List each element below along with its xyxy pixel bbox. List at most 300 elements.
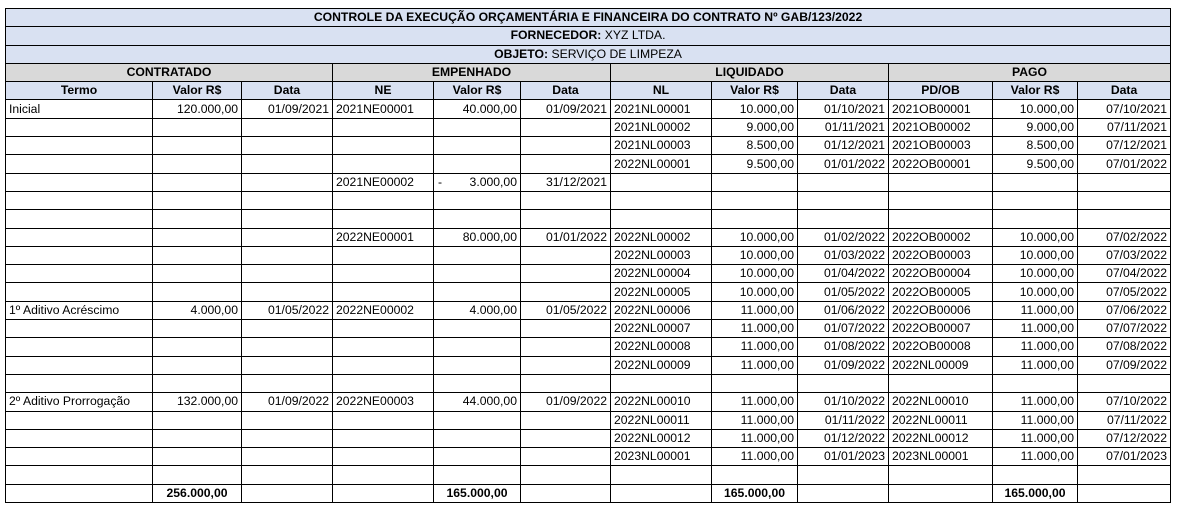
cell-pago-valor: 11.000,00	[993, 448, 1078, 466]
cell-ne	[333, 356, 434, 374]
cell-termo	[6, 228, 153, 246]
cell-contratado-data	[242, 265, 333, 283]
cell-empenhado-data	[521, 118, 611, 136]
cell-contratado-valor	[153, 283, 242, 301]
table-row	[6, 191, 1171, 209]
cell-empenhado-valor	[434, 466, 521, 484]
cell-termo	[6, 320, 153, 338]
cell-contratado-data	[242, 137, 333, 155]
cell-contratado-data	[242, 338, 333, 356]
cell-contratado-valor	[153, 173, 242, 191]
cell-liquidado-valor: 11.000,00	[712, 393, 798, 411]
cell-liquidado-data: 01/11/2022	[798, 411, 889, 429]
cell-nl: 2021NL00002	[611, 118, 712, 136]
cell-ne	[333, 338, 434, 356]
cell-empenhado-data	[521, 155, 611, 173]
cell-liquidado-data: 01/01/2022	[798, 155, 889, 173]
cell-pago-valor: 10.000,00	[993, 100, 1078, 118]
cell-ne	[333, 320, 434, 338]
cell-empenhado-valor	[434, 173, 521, 191]
cell-liquidado-valor	[712, 466, 798, 484]
cell-contratado-data	[242, 283, 333, 301]
cell-contratado-valor	[153, 118, 242, 136]
cell-liquidado-data: 01/07/2022	[798, 320, 889, 338]
cell-empenhado-data: 31/12/2021	[521, 173, 611, 191]
cell-empenhado-valor	[434, 118, 521, 136]
cell-pago-data: 07/02/2022	[1078, 228, 1171, 246]
cell-pago-valor	[993, 210, 1078, 228]
cell-empenhado-data	[521, 374, 611, 392]
cell-nl: 2022NL00002	[611, 228, 712, 246]
cell-termo	[6, 173, 153, 191]
cell-pago-data	[1078, 466, 1171, 484]
cell-contratado-valor	[153, 466, 242, 484]
table-row	[6, 283, 1171, 301]
cell-nl: 2023NL00001	[611, 448, 712, 466]
cell-contratado-valor	[153, 246, 242, 264]
cell-pago-data: 07/10/2022	[1078, 393, 1171, 411]
cell-pd-ob: 2022OB00005	[889, 283, 993, 301]
cell-contratado-valor: 120.000,00	[153, 100, 242, 118]
cell-liquidado-data: 01/05/2022	[798, 283, 889, 301]
cell-pago-data: 07/12/2022	[1078, 429, 1171, 447]
cell-empenhado-data	[521, 137, 611, 155]
total-contratado-data	[242, 484, 333, 502]
cell-pago-valor: 9.500,00	[993, 155, 1078, 173]
cell-ne	[333, 448, 434, 466]
cell-pd-ob: 2022OB00001	[889, 155, 993, 173]
cell-empenhado-valor	[434, 137, 521, 155]
cell-pago-data	[1078, 210, 1171, 228]
table-row	[6, 429, 1171, 447]
cell-empenhado-data: 01/09/2021	[521, 100, 611, 118]
table-row	[6, 320, 1171, 338]
column-header-contratado-valor: Valor R$	[153, 82, 242, 100]
cell-pd-ob: 2022OB00007	[889, 320, 993, 338]
cell-contratado-data	[242, 246, 333, 264]
cell-empenhado-data	[521, 283, 611, 301]
cell-nl: 2021NL00003	[611, 137, 712, 155]
cell-pago-data: 07/03/2022	[1078, 246, 1171, 264]
cell-pd-ob: 2022OB00002	[889, 228, 993, 246]
cell-contratado-data	[242, 356, 333, 374]
cell-pago-data: 07/08/2022	[1078, 338, 1171, 356]
column-header-row	[6, 82, 1171, 100]
cell-empenhado-data: 01/01/2022	[521, 228, 611, 246]
supplier-line	[6, 27, 1171, 45]
cell-liquidado-data: 01/02/2022	[798, 228, 889, 246]
cell-contratado-data	[242, 228, 333, 246]
cell-contratado-valor	[153, 356, 242, 374]
cell-empenhado-valor	[434, 429, 521, 447]
table-row	[6, 356, 1171, 374]
column-header-liquidado-valor: Valor R$	[712, 82, 798, 100]
total-nl	[611, 484, 712, 502]
cell-termo	[6, 356, 153, 374]
cell-empenhado-valor	[434, 356, 521, 374]
column-header-contratado-data: Data	[242, 82, 333, 100]
cell-empenhado-data	[521, 265, 611, 283]
cell-liquidado-valor: 10.000,00	[712, 246, 798, 264]
cell-pago-data: 07/09/2022	[1078, 356, 1171, 374]
column-header-termo: Termo	[6, 82, 153, 100]
cell-liquidado-valor: 9.500,00	[712, 155, 798, 173]
cell-ne	[333, 283, 434, 301]
cell-nl: 2022NL00012	[611, 429, 712, 447]
total-pago-data	[1078, 484, 1171, 502]
cell-pd-ob	[889, 173, 993, 191]
cell-liquidado-data	[798, 374, 889, 392]
cell-pd-ob: 2021OB00003	[889, 137, 993, 155]
cell-pago-data	[1078, 173, 1171, 191]
cell-pago-data	[1078, 374, 1171, 392]
cell-liquidado-valor: 10.000,00	[712, 283, 798, 301]
cell-empenhado-valor	[434, 265, 521, 283]
total-contratado-valor: 256.000,00	[153, 484, 242, 502]
cell-termo	[6, 246, 153, 264]
cell-liquidado-data: 01/09/2022	[798, 356, 889, 374]
cell-ne: 2022NE00002	[333, 301, 434, 319]
column-header-empenhado-valor: Valor R$	[434, 82, 521, 100]
cell-liquidado-valor: 11.000,00	[712, 320, 798, 338]
cell-ne	[333, 118, 434, 136]
cell-contratado-valor	[153, 411, 242, 429]
cell-termo: Inicial	[6, 100, 153, 118]
cell-empenhado-valor	[434, 246, 521, 264]
cell-contratado-valor	[153, 448, 242, 466]
cell-contratado-valor	[153, 429, 242, 447]
cell-empenhado-data	[521, 191, 611, 209]
cell-pd-ob: 2022OB00004	[889, 265, 993, 283]
table-row	[6, 265, 1171, 283]
cell-liquidado-valor: 9.000,00	[712, 118, 798, 136]
column-header-nl: NL	[611, 82, 712, 100]
cell-contratado-data	[242, 173, 333, 191]
cell-contratado-valor	[153, 155, 242, 173]
cell-pago-data: 07/10/2021	[1078, 100, 1171, 118]
cell-nl	[611, 173, 712, 191]
cell-termo: 2º Aditivo Prorrogação	[6, 393, 153, 411]
cell-pago-data: 07/07/2022	[1078, 320, 1171, 338]
cell-termo	[6, 411, 153, 429]
cell-empenhado-data	[521, 429, 611, 447]
object-line	[6, 45, 1171, 63]
cell-contratado-data	[242, 448, 333, 466]
cell-liquidado-valor: 11.000,00	[712, 429, 798, 447]
cell-nl	[611, 466, 712, 484]
cell-liquidado-data: 01/10/2021	[798, 100, 889, 118]
cell-pd-ob	[889, 210, 993, 228]
cell-nl: 2022NL00003	[611, 246, 712, 264]
cell-empenhado-valor	[434, 210, 521, 228]
table-row	[6, 155, 1171, 173]
cell-liquidado-valor: 11.000,00	[712, 301, 798, 319]
cell-nl: 2022NL00007	[611, 320, 712, 338]
cell-pago-valor: 11.000,00	[993, 356, 1078, 374]
cell-pago-valor	[993, 374, 1078, 392]
table-row	[6, 466, 1171, 484]
total-empenhado-valor: 165.000,00	[434, 484, 521, 502]
cell-pago-valor: 11.000,00	[993, 301, 1078, 319]
execution-table	[5, 8, 1171, 503]
cell-contratado-valor	[153, 137, 242, 155]
cell-empenhado-valor	[434, 283, 521, 301]
cell-nl	[611, 191, 712, 209]
cell-pd-ob: 2022NL00011	[889, 411, 993, 429]
table-row	[6, 393, 1171, 411]
table-row	[6, 301, 1171, 319]
table-row	[6, 173, 1171, 191]
cell-pd-ob: 2023NL00001	[889, 448, 993, 466]
total-liquidado-valor: 165.000,00	[712, 484, 798, 502]
cell-termo	[6, 118, 153, 136]
cell-ne: 2022NE00001	[333, 228, 434, 246]
cell-liquidado-valor: 11.000,00	[712, 356, 798, 374]
cell-pago-valor	[993, 466, 1078, 484]
cell-ne	[333, 265, 434, 283]
cell-contratado-valor	[153, 320, 242, 338]
cell-pago-valor: 10.000,00	[993, 228, 1078, 246]
cell-pago-valor: 8.500,00	[993, 137, 1078, 155]
cell-ne	[333, 374, 434, 392]
cell-liquidado-valor: 11.000,00	[712, 448, 798, 466]
cell-nl: 2021NL00001	[611, 100, 712, 118]
cell-ne	[333, 210, 434, 228]
cell-liquidado-data: 01/03/2022	[798, 246, 889, 264]
cell-pago-valor	[993, 191, 1078, 209]
cell-nl: 2022NL00010	[611, 393, 712, 411]
cell-contratado-data	[242, 320, 333, 338]
cell-pago-data: 07/04/2022	[1078, 265, 1171, 283]
cell-empenhado-valor: 4.000,00	[434, 301, 521, 319]
cell-nl: 2022NL00008	[611, 338, 712, 356]
cell-liquidado-valor: 11.000,00	[712, 411, 798, 429]
cell-pago-valor: 10.000,00	[993, 265, 1078, 283]
cell-pago-data: 07/06/2022	[1078, 301, 1171, 319]
cell-termo	[6, 283, 153, 301]
cell-contratado-valor: 4.000,00	[153, 301, 242, 319]
cell-empenhado-data	[521, 411, 611, 429]
cell-termo	[6, 191, 153, 209]
cell-termo	[6, 448, 153, 466]
cell-contratado-data	[242, 429, 333, 447]
cell-contratado-data	[242, 118, 333, 136]
cell-empenhado-data	[521, 210, 611, 228]
cell-empenhado-data	[521, 338, 611, 356]
cell-contratado-data	[242, 210, 333, 228]
table-row	[6, 210, 1171, 228]
cell-empenhado-valor	[434, 448, 521, 466]
cell-liquidado-valor	[712, 374, 798, 392]
cell-liquidado-data	[798, 466, 889, 484]
table-row	[6, 137, 1171, 155]
cell-termo	[6, 155, 153, 173]
cell-liquidado-valor: 8.500,00	[712, 137, 798, 155]
cell-liquidado-data: 01/04/2022	[798, 265, 889, 283]
object-value: SERVIÇO DE LIMPEZA	[548, 46, 682, 61]
cell-pago-data	[1078, 191, 1171, 209]
cell-pago-valor: 9.000,00	[993, 118, 1078, 136]
total-pd-ob	[889, 484, 993, 502]
cell-empenhado-valor	[434, 155, 521, 173]
cell-pago-data: 07/11/2022	[1078, 411, 1171, 429]
cell-liquidado-data: 01/10/2022	[798, 393, 889, 411]
cell-pago-valor: 11.000,00	[993, 393, 1078, 411]
cell-ne	[333, 137, 434, 155]
supplier-value: XYZ LTDA.	[601, 28, 666, 43]
supplier-label: FORNECEDOR:	[510, 28, 602, 43]
table-row	[6, 448, 1171, 466]
cell-termo	[6, 429, 153, 447]
cell-nl: 2022NL00005	[611, 283, 712, 301]
cell-termo	[6, 374, 153, 392]
cell-pago-data: 07/05/2022	[1078, 283, 1171, 301]
cell-liquidado-data	[798, 191, 889, 209]
cell-liquidado-valor	[712, 210, 798, 228]
cell-pd-ob: 2022NL00010	[889, 393, 993, 411]
total-empenhado-data	[521, 484, 611, 502]
group-header-row	[6, 63, 1171, 81]
cell-contratado-valor	[153, 338, 242, 356]
cell-termo	[6, 338, 153, 356]
cell-pago-data: 07/11/2021	[1078, 118, 1171, 136]
cell-contratado-valor	[153, 191, 242, 209]
group-pago: PAGO	[889, 63, 1171, 81]
table-row	[6, 100, 1171, 118]
budget-control-sheet	[5, 8, 1170, 503]
cell-ne: 2022NE00003	[333, 393, 434, 411]
cell-ne	[333, 155, 434, 173]
cell-empenhado-data	[521, 466, 611, 484]
cell-empenhado-data: 01/09/2022	[521, 393, 611, 411]
cell-contratado-data: 01/09/2022	[242, 393, 333, 411]
cell-contratado-valor	[153, 228, 242, 246]
cell-liquidado-valor	[712, 173, 798, 191]
group-liquidado: LIQUIDADO	[611, 63, 889, 81]
cell-liquidado-data: 01/08/2022	[798, 338, 889, 356]
cell-ne	[333, 429, 434, 447]
cell-nl: 2022NL00009	[611, 356, 712, 374]
total-ne	[333, 484, 434, 502]
cell-pago-valor: 11.000,00	[993, 429, 1078, 447]
cell-pago-data: 07/12/2021	[1078, 137, 1171, 155]
cell-liquidado-valor	[712, 191, 798, 209]
cell-liquidado-data	[798, 173, 889, 191]
cell-liquidado-valor: 10.000,00	[712, 228, 798, 246]
column-header-empenhado-data: Data	[521, 82, 611, 100]
cell-contratado-data	[242, 374, 333, 392]
cell-pd-ob	[889, 374, 993, 392]
cell-empenhado-data	[521, 356, 611, 374]
negative-sign: -	[438, 174, 443, 189]
cell-empenhado-valor	[434, 374, 521, 392]
total-pago-valor: 165.000,00	[993, 484, 1078, 502]
cell-empenhado-valor: 44.000,00	[434, 393, 521, 411]
cell-contratado-data: 01/05/2022	[242, 301, 333, 319]
cell-nl: 2022NL00011	[611, 411, 712, 429]
cell-pago-valor	[993, 173, 1078, 191]
totals-row	[6, 484, 1171, 502]
cell-ne: 2021NE00001	[333, 100, 434, 118]
cell-nl: 2022NL00006	[611, 301, 712, 319]
cell-liquidado-data	[798, 210, 889, 228]
cell-empenhado-data	[521, 320, 611, 338]
table-row	[6, 228, 1171, 246]
cell-contratado-data	[242, 466, 333, 484]
cell-pd-ob	[889, 466, 993, 484]
cell-termo	[6, 466, 153, 484]
cell-pago-data: 07/01/2023	[1078, 448, 1171, 466]
cell-termo: 1º Aditivo Acréscimo	[6, 301, 153, 319]
cell-nl	[611, 210, 712, 228]
cell-termo	[6, 265, 153, 283]
cell-contratado-data: 01/09/2021	[242, 100, 333, 118]
table-row	[6, 118, 1171, 136]
cell-contratado-data	[242, 411, 333, 429]
cell-empenhado-valor	[434, 191, 521, 209]
cell-empenhado-valor: 40.000,00	[434, 100, 521, 118]
cell-ne	[333, 411, 434, 429]
column-header-pago-data: Data	[1078, 82, 1171, 100]
cell-pd-ob: 2021OB00002	[889, 118, 993, 136]
column-header-ne: NE	[333, 82, 434, 100]
cell-pd-ob: 2022OB00003	[889, 246, 993, 264]
group-empenhado: EMPENHADO	[333, 63, 611, 81]
cell-ne	[333, 191, 434, 209]
cell-pago-valor: 11.000,00	[993, 320, 1078, 338]
cell-pago-valor: 10.000,00	[993, 283, 1078, 301]
cell-empenhado-valor: 80.000,00	[434, 228, 521, 246]
cell-nl: 2022NL00004	[611, 265, 712, 283]
total-termo	[6, 484, 153, 502]
cell-nl: 2022NL00001	[611, 155, 712, 173]
cell-liquidado-valor: 11.000,00	[712, 338, 798, 356]
cell-contratado-valor: 132.000,00	[153, 393, 242, 411]
sheet-title: CONTROLE DA EXECUÇÃO ORÇAMENTÁRIA E FINANCEIRA DO CONTRATO Nº GAB/123/2022	[6, 9, 1171, 27]
cell-contratado-data	[242, 191, 333, 209]
cell-pd-ob	[889, 191, 993, 209]
cell-liquidado-data: 01/06/2022	[798, 301, 889, 319]
cell-value: 3.000,00	[469, 174, 517, 189]
group-contratado: CONTRATADO	[6, 63, 333, 81]
cell-liquidado-data: 01/12/2022	[798, 429, 889, 447]
cell-pd-ob: 2022NL00009	[889, 356, 993, 374]
cell-ne: 2021NE00002	[333, 173, 434, 191]
cell-empenhado-data: 01/05/2022	[521, 301, 611, 319]
object-label: OBJETO:	[494, 46, 549, 61]
cell-contratado-valor	[153, 374, 242, 392]
cell-contratado-valor	[153, 210, 242, 228]
column-header-pago-valor: Valor R$	[993, 82, 1078, 100]
table-row	[6, 411, 1171, 429]
cell-pago-valor: 10.000,00	[993, 246, 1078, 264]
cell-empenhado-valor	[434, 320, 521, 338]
cell-nl	[611, 374, 712, 392]
cell-ne	[333, 246, 434, 264]
cell-liquidado-valor: 10.000,00	[712, 100, 798, 118]
cell-liquidado-data: 01/12/2021	[798, 137, 889, 155]
cell-empenhado-data	[521, 448, 611, 466]
cell-contratado-valor	[153, 265, 242, 283]
table-row	[6, 338, 1171, 356]
table-row	[6, 246, 1171, 264]
cell-pd-ob: 2022NL00012	[889, 429, 993, 447]
cell-empenhado-valor	[434, 338, 521, 356]
cell-contratado-data	[242, 155, 333, 173]
cell-pago-valor: 11.000,00	[993, 338, 1078, 356]
cell-termo	[6, 210, 153, 228]
cell-empenhado-valor	[434, 411, 521, 429]
